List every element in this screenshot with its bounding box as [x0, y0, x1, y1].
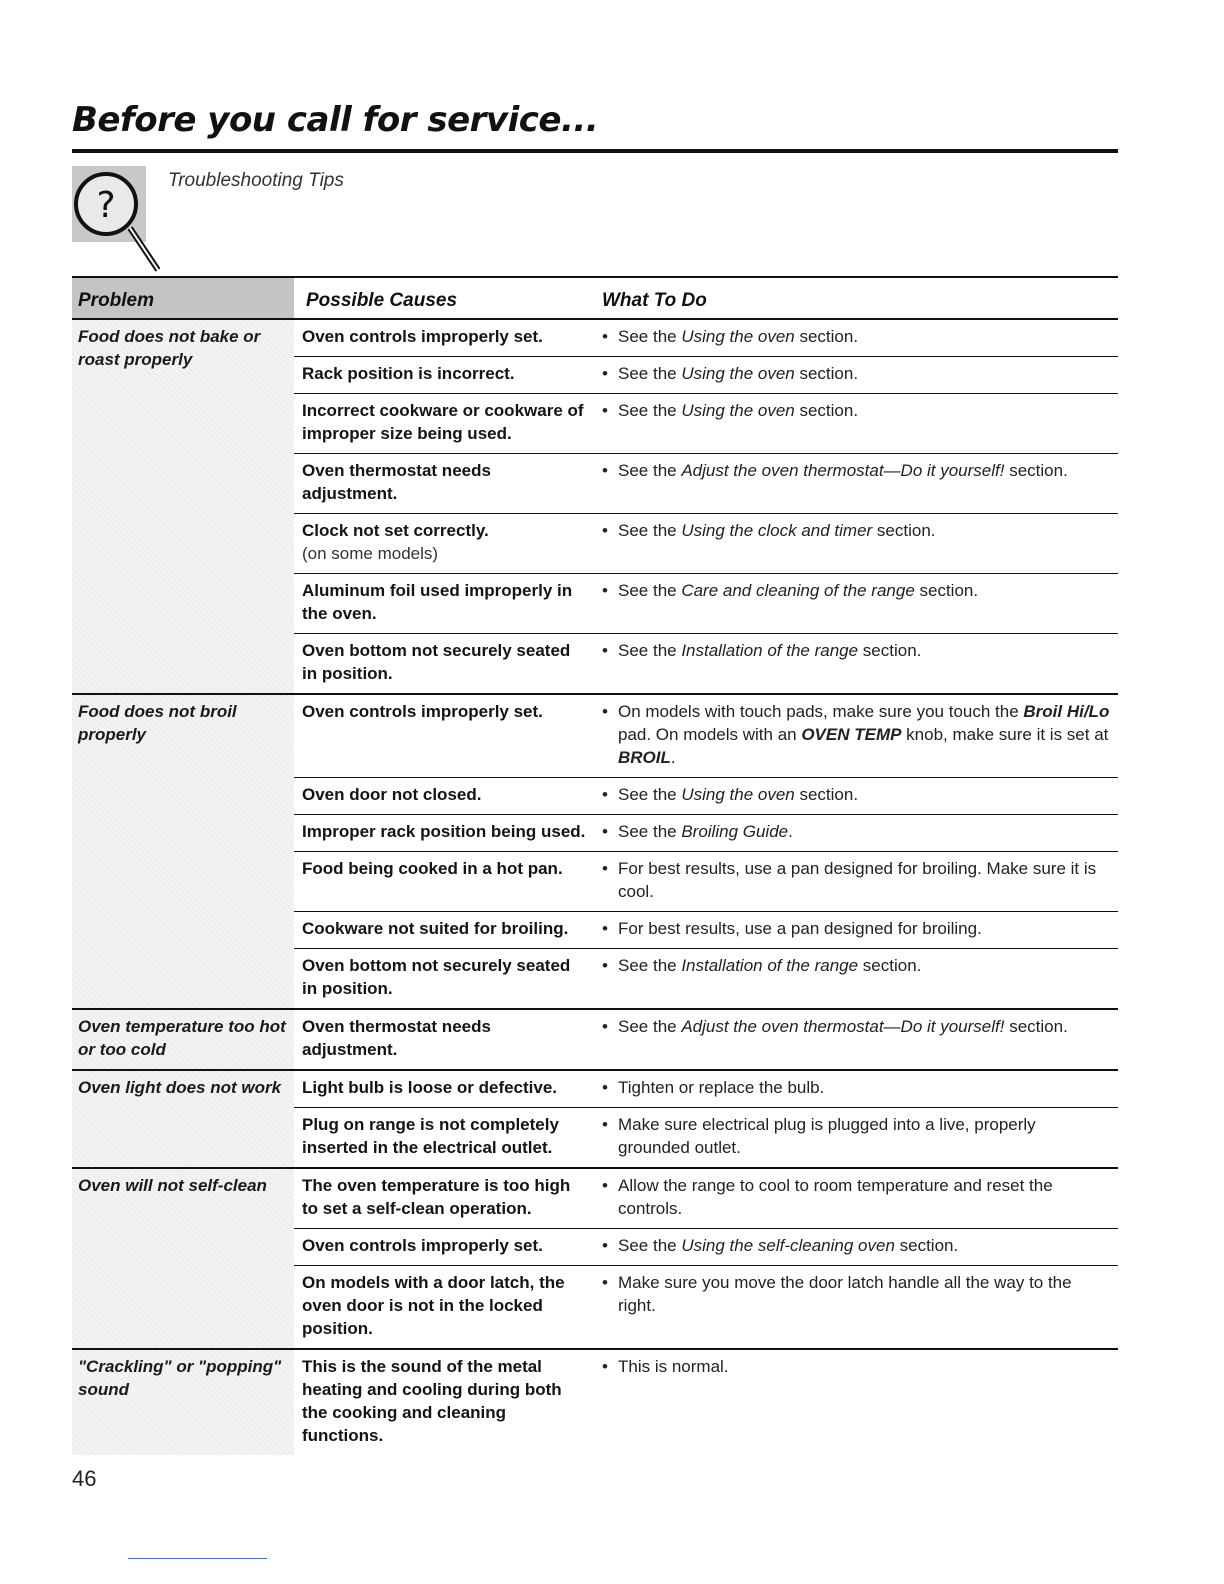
todo-cell: • See the Adjust the oven thermostat—Do it yourself! section.	[594, 454, 1118, 514]
cause-cell: This is the sound of the metal heating and cooling during both the cooking and cleaning functions.	[294, 1349, 594, 1455]
cause-cell: Oven controls improperly set.	[294, 1229, 594, 1266]
problem-cell: Oven temperature too hot or too cold	[72, 1009, 294, 1070]
cause-cell: Aluminum foil used improperly in the oven.	[294, 574, 594, 634]
cause-cell: Oven thermostat needs adjustment.	[294, 1009, 594, 1070]
table-row	[72, 1070, 1118, 1108]
cause-cell: On models with a door latch, the oven door is not in the locked position.	[294, 1266, 594, 1350]
table-row	[72, 319, 1118, 357]
table-row	[72, 694, 1118, 778]
cause-cell: Oven controls improperly set.	[294, 694, 594, 778]
column-header-todo: What To Do	[594, 277, 1118, 319]
todo-cell: • See the Adjust the oven thermostat—Do it yourself! section.	[594, 1009, 1118, 1070]
todo-cell: • This is normal.	[594, 1349, 1118, 1455]
todo-cell: • See the Care and cleaning of the range section.	[594, 574, 1118, 634]
column-header-problem: Problem	[72, 277, 294, 319]
page-number: 46	[72, 1466, 97, 1491]
problem-cell: Oven will not self-clean	[72, 1168, 294, 1349]
todo-cell: • Make sure you move the door latch handle all the way to the right.	[594, 1266, 1118, 1350]
section-subtitle: Troubleshooting Tips	[168, 170, 344, 191]
table-row	[72, 1168, 1118, 1229]
page-link-underline	[128, 1558, 267, 1559]
todo-cell: • For best results, use a pan designed for broiling. Make sure it is cool.	[594, 852, 1118, 912]
todo-cell: • See the Using the self-cleaning oven section.	[594, 1229, 1118, 1266]
title-rule	[72, 149, 1118, 153]
todo-cell: • See the Broiling Guide.	[594, 815, 1118, 852]
todo-cell: • See the Installation of the range section.	[594, 634, 1118, 695]
cause-cell: Oven controls improperly set.	[294, 319, 594, 357]
todo-cell: • Tighten or replace the bulb.	[594, 1070, 1118, 1108]
todo-cell: • Make sure electrical plug is plugged into a live, properly grounded outlet.	[594, 1108, 1118, 1169]
problem-cell: Food does not broil properly	[72, 694, 294, 1009]
cause-cell: Oven thermostat needs adjustment.	[294, 454, 594, 514]
cause-cell: Clock not set correctly. (on some models)	[294, 514, 594, 574]
cause-cell: Incorrect cookware or cookware of improper size being used.	[294, 394, 594, 454]
cause-cell: Improper rack position being used.	[294, 815, 594, 852]
todo-cell: • See the Using the clock and timer section.	[594, 514, 1118, 574]
todo-cell: • See the Using the oven section.	[594, 357, 1118, 394]
todo-cell: • For best results, use a pan designed for broiling.	[594, 912, 1118, 949]
column-header-causes: Possible Causes	[294, 277, 594, 319]
todo-cell: • See the Installation of the range section.	[594, 949, 1118, 1010]
cause-cell: Rack position is incorrect.	[294, 357, 594, 394]
page-title: Before you call for service...	[72, 100, 599, 140]
problem-cell: Food does not bake or roast properly	[72, 319, 294, 694]
todo-cell: • See the Using the oven section.	[594, 319, 1118, 357]
table-row	[72, 1349, 1118, 1455]
cause-cell: Oven bottom not securely seated in position.	[294, 634, 594, 695]
todo-cell: • See the Using the oven section.	[594, 394, 1118, 454]
cause-cell: The oven temperature is too high to set a self-clean operation.	[294, 1168, 594, 1229]
cause-cell: Food being cooked in a hot pan.	[294, 852, 594, 912]
troubleshooting-table	[72, 276, 1118, 1455]
cause-cell: Oven door not closed.	[294, 778, 594, 815]
todo-cell: • On models with touch pads, make sure you touch the Broil Hi/Lo pad. On models with an OVEN TEMP knob, make sure it is set at BROIL.	[594, 694, 1118, 778]
cause-cell: Cookware not suited for broiling.	[294, 912, 594, 949]
cause-note: (on some models)	[302, 544, 439, 563]
todo-cell: • See the Using the oven section.	[594, 778, 1118, 815]
table-header-row	[72, 277, 1118, 319]
question-magnifier-icon	[72, 166, 160, 276]
problem-cell: "Crackling" or "popping" sound	[72, 1349, 294, 1455]
cause-cell: Oven bottom not securely seated in position.	[294, 949, 594, 1010]
table-row	[72, 1009, 1118, 1070]
cause-cell: Plug on range is not completely inserted in the electrical outlet.	[294, 1108, 594, 1169]
todo-cell: • Allow the range to cool to room temperature and reset the controls.	[594, 1168, 1118, 1229]
cause-cell: Light bulb is loose or defective.	[294, 1070, 594, 1108]
svg-text:?: ?	[96, 185, 116, 226]
problem-cell: Oven light does not work	[72, 1070, 294, 1168]
